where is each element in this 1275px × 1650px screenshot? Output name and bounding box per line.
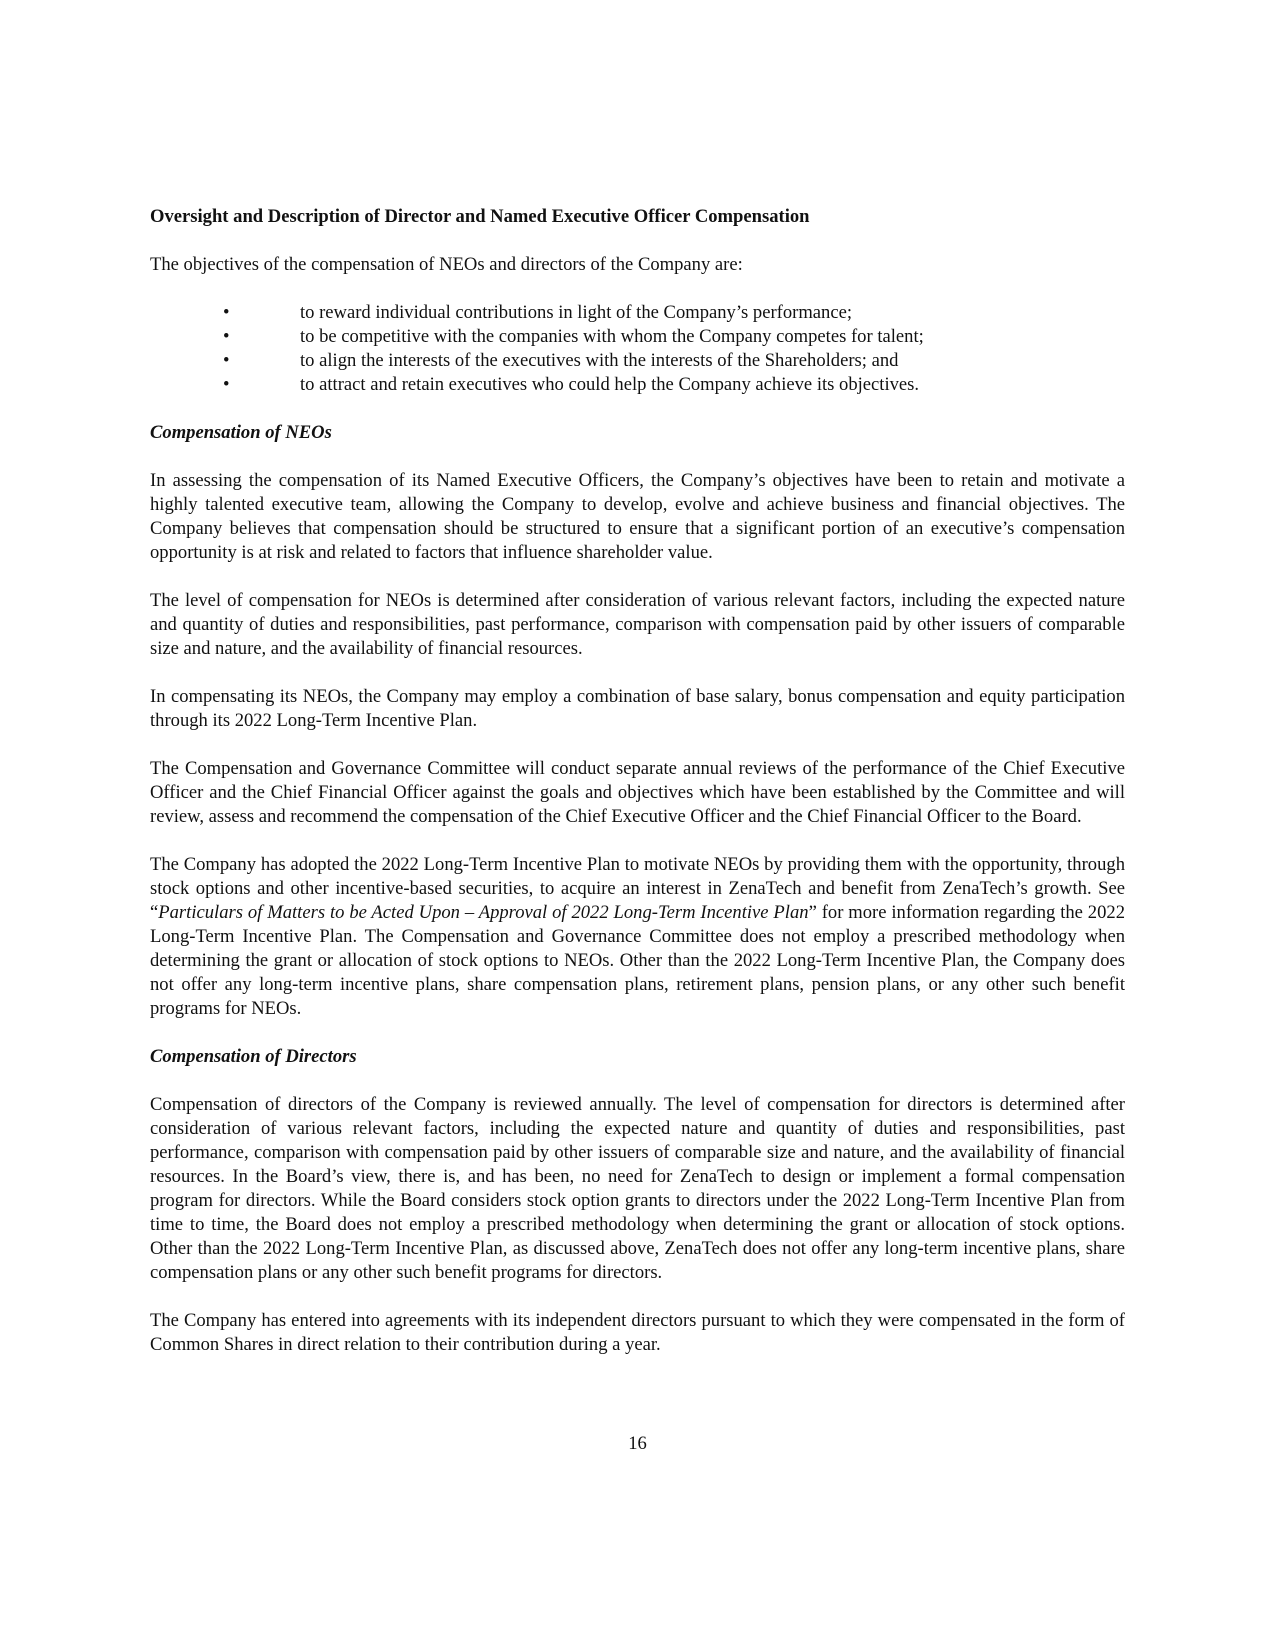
neo-section-title: Compensation of NEOs <box>150 422 332 443</box>
bullet-icon: • <box>223 374 230 395</box>
section-heading: Oversight and Description of Director and Named Executive Officer Compensation <box>150 206 810 227</box>
neo-paragraph-2: The level of compensation for NEOs is determined after consideration of various relevant factors, including the expected nature and quantity of duties and responsibilities, past performance, comparison with compensation paid by other issuers of comparable size and nature, and the availability of financial resources. <box>150 590 1125 659</box>
neo-paragraph-3: In compensating its NEOs, the Company may employ a combination of base salary, bonus compensation and equity participation through its 2022 Long-Term Incentive Plan. <box>150 686 1125 731</box>
bullet-icon: • <box>223 302 230 323</box>
bullet-icon: • <box>223 326 230 347</box>
list-item-text: to attract and retain executives who could help the Company achieve its objectives. <box>300 374 920 395</box>
neo-paragraph-5 <box>150 853 1125 1021</box>
intro-paragraph: The objectives of the compensation of NEOs and directors of the Company are: <box>150 254 743 275</box>
list-item-text: to align the interests of the executives with the interests of the Shareholders; and <box>300 350 899 371</box>
cross-reference-title: Particulars of Matters to be Acted Upon – Approval of 2022 Long-Term Incentive Plan <box>158 902 809 923</box>
list-item <box>150 301 1125 325</box>
neo-paragraph-1: In assessing the compensation of its Named Executive Officers, the Company’s objectives have been to retain and motivate a highly talented executive team, allowing the Company to develop, evolve and achieve business and financial objectives. The Company believes that compensation should be structured to ensure that a significant portion of an executive’s compensation opportunity is at risk and related to factors that influence shareholder value. <box>150 470 1125 563</box>
list-item <box>150 349 1125 373</box>
neo-paragraph-5-text-b: ” for more information regarding the 2022 Long-Term Incentive Plan. The Compensation and Governance Committee does not employ a prescribed methodology when determining the grant or allocation of stock options to NEOs. Other than the 2022 Long-Term Incentive Plan, the Company does not offer any long-term incentive plans, share compensation plans, retirement plans, pension plans, or any other such benefit programs for NEOs. <box>150 902 1125 1019</box>
page-number: 16 <box>628 1433 647 1454</box>
list-item <box>150 325 1125 349</box>
directors-paragraph-2: The Company has entered into agreements with its independent directors pursuant to which they were compensated in the form of Common Shares in direct relation to their contribution during a year. <box>150 1310 1125 1355</box>
list-item-text: to be competitive with the companies with whom the Company competes for talent; <box>300 326 924 347</box>
list-item-text: to reward individual contributions in light of the Company’s performance; <box>300 302 853 323</box>
document-page <box>150 205 1125 1381</box>
objectives-list <box>150 301 1125 397</box>
neo-paragraph-5-text-a: The Company has adopted the 2022 Long-Term Incentive Plan to motivate NEOs by providing them with the opportunity, through stock options and other incentive-based securities, to acquire an interest in ZenaTech and benefit from ZenaTech’s growth. See “ <box>150 854 1125 923</box>
list-item <box>150 373 1125 397</box>
bullet-icon: • <box>223 350 230 371</box>
directors-paragraph-1: Compensation of directors of the Company is reviewed annually. The level of compensation for directors is determined after consideration of various relevant factors, including the expected nature and quantity of duties and responsibilities, past performance, comparison with compensation paid by other issuers of comparable size and nature, and the availability of financial resources. In the Board’s view, there is, and has been, no need for ZenaTech to design or implement a formal compensation program for directors. While the Board considers stock option grants to directors under the 2022 Long-Term Incentive Plan from time to time, the Board does not employ a prescribed methodology when determining the grant or allocation of stock options. Other than the 2022 Long-Term Incentive Plan, as discussed above, ZenaTech does not offer any long-term incentive plans, share compensation plans or any other such benefit programs for directors. <box>150 1094 1125 1283</box>
directors-section-title: Compensation of Directors <box>150 1046 357 1067</box>
neo-paragraph-4: The Compensation and Governance Committee will conduct separate annual reviews of the performance of the Chief Executive Officer and the Chief Financial Officer against the goals and objectives which have been established by the Committee and will review, assess and recommend the compensation of the Chief Executive Officer and the Chief Financial Officer to the Board. <box>150 758 1125 827</box>
